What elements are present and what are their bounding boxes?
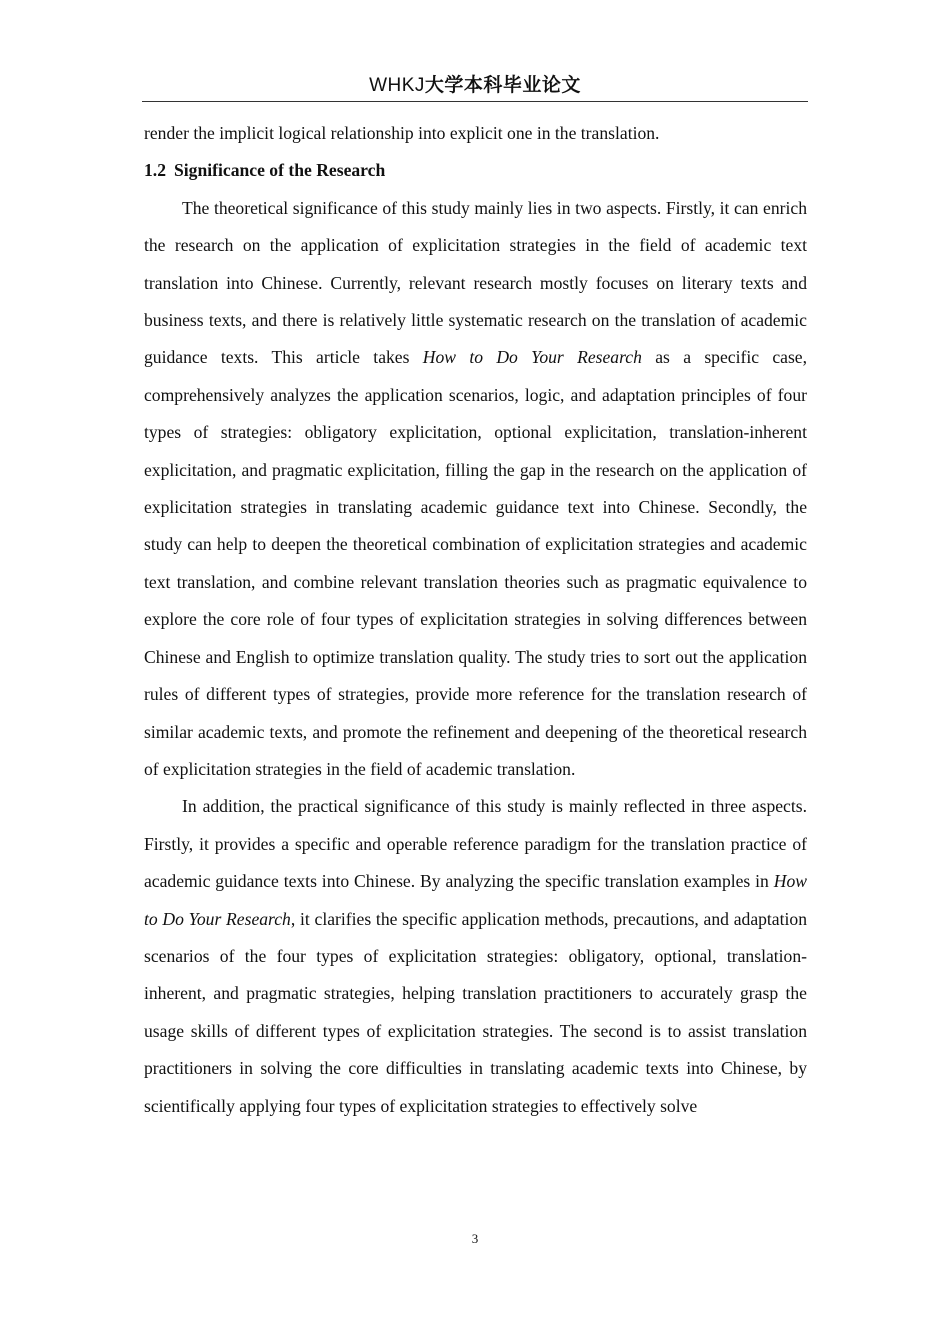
continued-paragraph: render the implicit logical relationship into explicit one in the translation. xyxy=(144,123,660,143)
header-document-type: 大学本科毕业论文 xyxy=(424,74,581,96)
section-title: Significance of the Research xyxy=(174,160,386,181)
practical-significance-paragraph xyxy=(144,788,807,1125)
section-heading xyxy=(144,152,807,189)
header-institution-code: WHKJ xyxy=(369,75,425,96)
page-number: 3 xyxy=(471,1231,479,1246)
book-title: How to Do Your Research xyxy=(422,347,642,368)
header-rule xyxy=(142,101,808,102)
paragraph-text: The theoretical significance of this study mainly lies in two aspects. Firstly, it can enrich the research on the application of explicitation strategies in the field of academic text translation into Chinese. Currently, relevant research mostly focuses on literary texts and business texts, and there is relatively little systematic research on the translation of academic guidance texts. This article takes xyxy=(144,197,807,368)
theoretical-significance-paragraph xyxy=(144,190,807,789)
paragraph-text: In addition, the practical significance of this study is mainly reflected in three aspects. Firstly, it provides a specific and operable reference paradigm for the translation practice of academic guidance texts into Chinese. By analyzing the specific translation examples in xyxy=(144,796,807,892)
running-header xyxy=(142,72,808,98)
paragraph-text: as a specific case, comprehensively analyzes the application scenarios, logic, and adaptation principles of four types of strategies: obligatory explicitation, optional explicitation, translation-inherent explicitation, and pragmatic explicitation, filling the gap in the research on the application of explicitation strategies in translating academic guidance text into Chinese. Secondly, the study can help to deepen the theoretical combination of explicitation strategies and academic text translation, and combine relevant translation theories such as pragmatic equivalence to explore the core role of four types of explicitation strategies in solving differences between Chinese and English to optimize translation quality. The study tries to sort out the application rules of different types of strategies, provide more reference for the translation research of similar academic texts, and promote the refinement and deepening of the theoretical research of explicitation strategies in the field of academic translation. xyxy=(144,347,808,779)
paragraph-text: , it clarifies the specific application methods, precautions, and adaptation scenarios of the four types of explicitation strategies: obligatory, optional, translation-inherent, and pragmatic strategies, helping translation practitioners to accurately grasp the usage skills of different types of explicitation strategies. The second is to assist translation practitioners in solving the core difficulties in translating academic texts into Chinese, by scientifically applying four types of explicitation strategies to effectively solve xyxy=(144,908,807,1116)
page-body xyxy=(144,115,807,1125)
book-title: How to Do Your Research xyxy=(144,871,807,929)
section-number: 1.2 xyxy=(144,160,166,181)
